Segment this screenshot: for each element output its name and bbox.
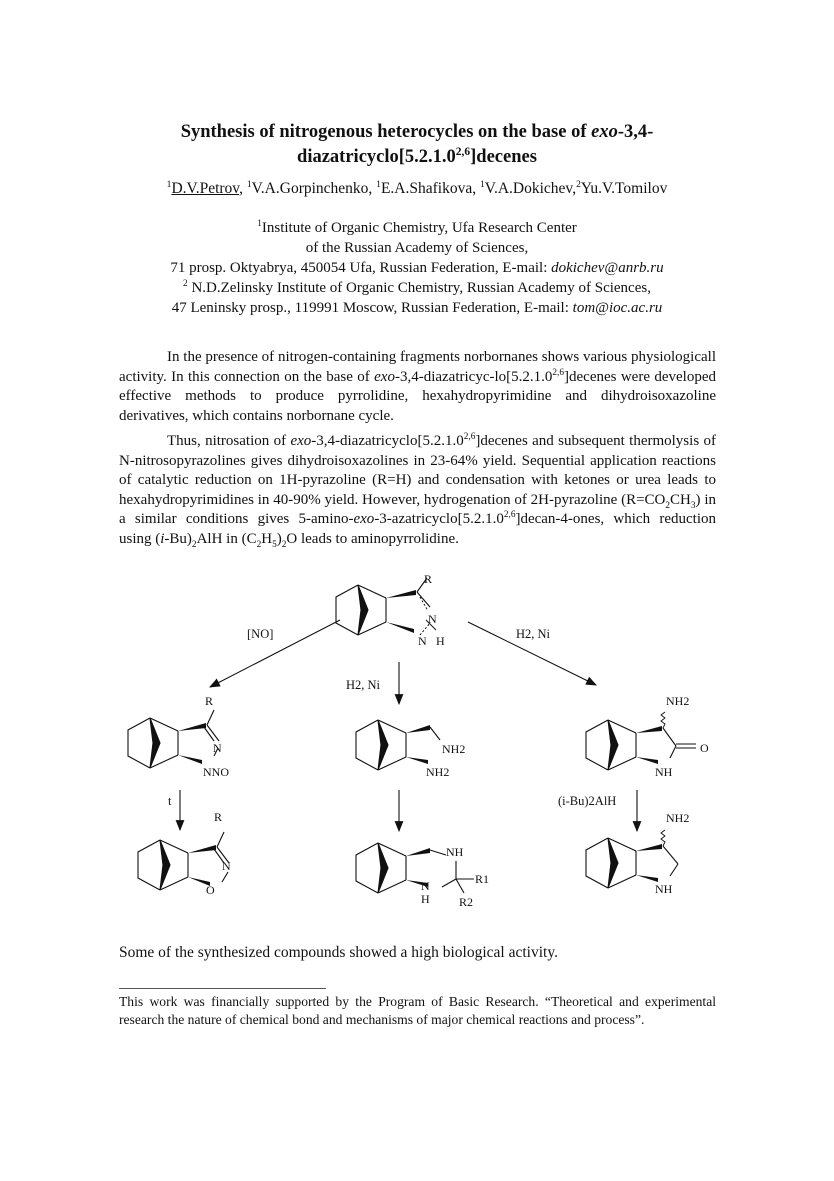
label-N: N [421, 879, 430, 893]
reagent-nitrosation: [NO] [247, 627, 274, 641]
label-O: O [700, 741, 709, 755]
label-R: R [214, 810, 223, 824]
label-O: O [206, 883, 215, 897]
email-link[interactable]: tom@ioc.ac.ru [572, 300, 663, 316]
author: $^1$V.A.Gorpinchenko, [246, 178, 377, 197]
author-list [0, 180, 834, 198]
footnote: This work was financially supported by the Program of Basic Research. “Theoretical and experimental research the nature of chemical bond and mechanisms of major chemical reactions and process”. [119, 994, 716, 1027]
structure-aminopyrrolidine [586, 830, 678, 888]
label-start-N: N [418, 634, 427, 648]
affiliation-1-line-2: of the Russian Academy of Sciences, [305, 240, 529, 256]
affiliations [0, 218, 834, 318]
author: $^1$E.A.Shafikova, [376, 178, 480, 197]
paper-title [0, 120, 834, 170]
arrow-left [210, 620, 340, 687]
label-N: N [222, 859, 231, 873]
affiliation-1-line-1: $^1$Institute of Organic Chemistry, Ufa Research Center [257, 219, 577, 236]
label-NNO: NNO [203, 765, 229, 779]
label-NH2: NH2 [666, 811, 690, 825]
footnote-divider [119, 988, 326, 989]
label-R1: R1 [475, 872, 490, 886]
label-start-H: H [436, 634, 445, 648]
paragraph-1: In the presence of nitrogen-containing fragments norbornanes shows various physiologicall activity. In this connection on the base of exo-3,4-diazatricyc-lo[5.2.1.0$^{2,6}$]decenes were developed effective methods to produce pyrrolidine, hexahydropyrimidine and dihydroisoxazoline derivatives, which contains norbornane cycle. [119, 349, 716, 424]
author: $^1$V.A.Dokichev, [479, 178, 577, 197]
closing-sentence: Some of the synthesized compounds showed a high biological activity. [119, 944, 558, 961]
label-NH2: NH2 [426, 765, 450, 779]
structure-diamine [356, 720, 440, 770]
author: $^1$D.V.Petrov, [166, 178, 247, 197]
structure-nitrosopyrazoline [128, 710, 219, 768]
paragraph-2: Thus, nitrosation of exo-3,4-diazatricyclo[5.2.1.0$^{2,6}$]decenes and subsequent thermolysis of N-nitrosopyrazolines gives dihydroisoxazolines in 23-64% yield. Sequential application reactions of catalytic reduction on 1H-pyrazoline (R=H) and condensation with ketones or urea leads to hexahydropyrimidines in 40-90% yield. However, hydrogenation of 2H-pyrazoline $(R=CO_2CH_3)$ in a similar conditions gives 5-amino-exo-3-azatricyclo[5.2.1.0$^{2,6}$]decan-4-ones, which reduction using $(i-Bu)_2AlH$ in $(C_2H_5)_2O$ leads to aminopyrrolidine. [119, 432, 716, 550]
label-N: N [213, 741, 222, 755]
title-line-1: Synthesis of nitrogenous heterocycles on the base of exo-3,4- [180, 122, 654, 142]
label-NH2: NH2 [442, 742, 466, 756]
label-start-N: N [428, 612, 437, 626]
label-R2: R2 [459, 895, 474, 909]
reagent-hydrogenation: H2, Ni [516, 627, 551, 641]
label-NH: NH [446, 845, 464, 859]
structure-aminolactam [586, 712, 696, 770]
affiliation-2-line-2: 47 Leninsky prosp., 119991 Moscow, Russian Federation, E-mail: tom@ioc.ac.ru [171, 300, 663, 316]
email-link[interactable]: dokichev@anrb.ru [551, 260, 664, 276]
label-start-R: R [424, 572, 433, 586]
structure-dihydroisoxazoline [138, 832, 229, 890]
reagent-hydrogenation: H2, Ni [346, 678, 381, 692]
title-line-2: diazatricyclo[5.2.1.0$^{2,6}$]decenes [297, 145, 537, 167]
label-H: H [421, 892, 430, 906]
structure-starting-pyrazoline [336, 578, 436, 635]
author: $^2$Yu.V.Tomilov [576, 178, 668, 197]
reagent-thermolysis: t [168, 794, 172, 808]
affiliation-1-line-3: 71 prosp. Oktyabrya, 450054 Ufa, Russian Federation, E-mail: dokichev@anrb.ru [170, 260, 664, 276]
reaction-scheme [110, 565, 730, 915]
label-NH: NH [655, 882, 673, 896]
label-NH: NH [655, 765, 673, 779]
label-NH2: NH2 [666, 694, 690, 708]
affiliation-2-line-1: $^2$ N.D.Zelinsky Institute of Organic Chemistry, Russian Academy of Sciences, [183, 279, 651, 296]
reagent-dibal: (i-Bu)2AlH [558, 794, 617, 808]
label-R: R [205, 694, 214, 708]
